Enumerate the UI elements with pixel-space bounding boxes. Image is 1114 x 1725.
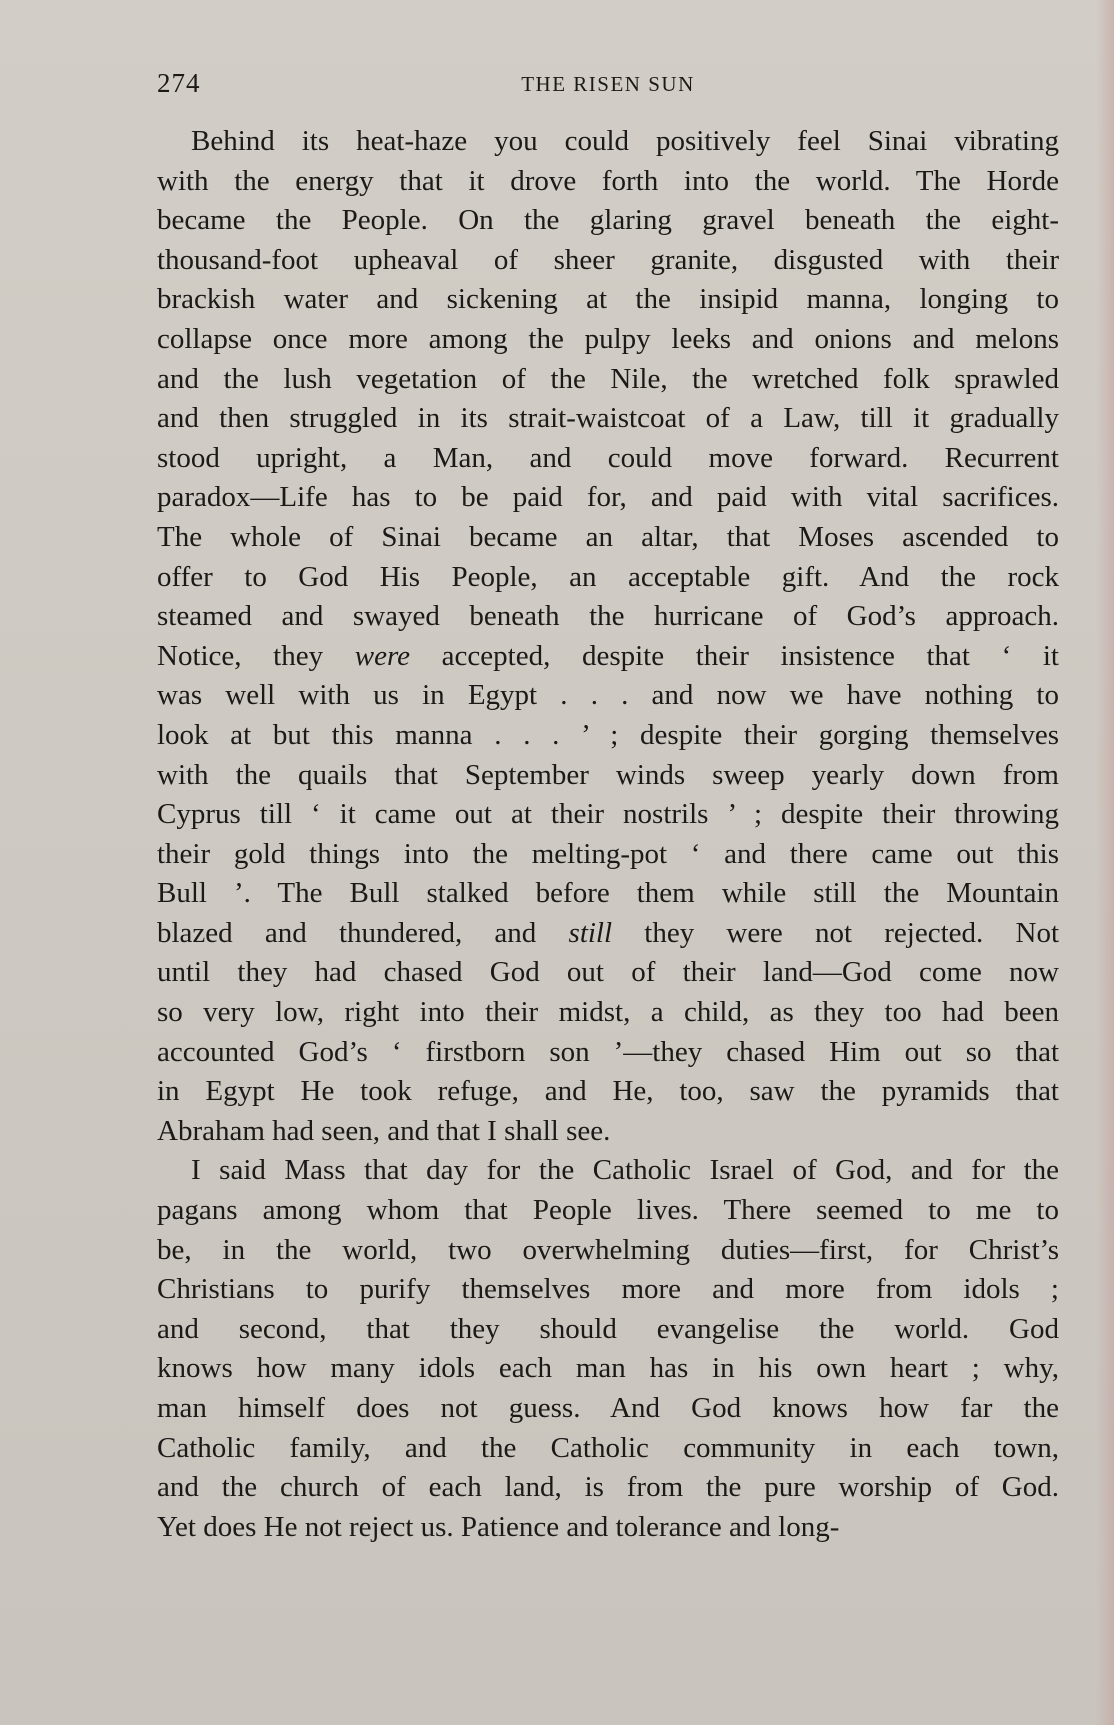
emphasis: still	[568, 916, 613, 949]
emphasis: were	[354, 639, 411, 672]
text-line: and then struggled in its strait-waistcoat of a Law, till it gradually	[157, 402, 1059, 435]
text-line: man himself does not guess. And God knows how far the	[157, 1392, 1059, 1424]
text-line: and second, that they should evangelise the world. God	[157, 1312, 1059, 1345]
paragraph-2	[157, 1151, 1059, 1547]
text-line: stood upright, a Man, and could move forward. Recurrent	[157, 441, 1059, 474]
text-line: blazed and thundered, and still they were not rejected. Not	[157, 916, 1060, 949]
page-number: 274	[157, 68, 201, 98]
text-line: collapse once more among the pulpy leeks and onions and melons	[157, 322, 1059, 355]
text-line: became the People. On the glaring gravel beneath the eight-	[157, 204, 1059, 237]
page-header	[157, 68, 1059, 102]
body-text	[157, 122, 1059, 1547]
text-line: Notice, they were accepted, despite their insistence that ‘ it	[157, 639, 1059, 672]
text-line: so very low, right into their midst, a child, as they too had been	[157, 996, 1059, 1029]
text-line: Abraham had seen, and that I shall see.	[157, 1114, 611, 1147]
text-line: and the lush vegetation of the Nile, the wretched folk sprawled	[157, 362, 1059, 395]
text-line: The whole of Sinai became an altar, that Moses ascended to	[157, 520, 1059, 553]
text-line: brackish water and sickening at the insipid manna, longing to	[157, 283, 1059, 316]
text-line: Yet does He not reject us. Patience and tolerance and long-	[157, 1510, 840, 1543]
text-line: look at but this manna . . . ’ ; despite their gorging themselves	[157, 718, 1059, 751]
text-line: with the energy that it drove forth into the world. The Horde	[157, 164, 1059, 197]
paragraph-1	[157, 122, 1059, 1151]
text-line: until they had chased God out of their land—God come now	[157, 956, 1059, 989]
text-line: paradox—Life has to be paid for, and paid with vital sacrifices.	[157, 481, 1059, 514]
text-line: Behind its heat-haze you could positively feel Sinai vibrating	[191, 125, 1059, 157]
text-line: Christians to purify themselves more and more from idols ;	[157, 1273, 1059, 1306]
text-line: steamed and swayed beneath the hurricane of God’s approach.	[157, 600, 1059, 633]
text-line: knows how many idols each man has in his own heart ; why,	[157, 1352, 1059, 1385]
text-line: with the quails that September winds sweep yearly down from	[157, 758, 1059, 791]
text-line: thousand-foot upheaval of sheer granite, disgusted with their	[157, 243, 1059, 276]
text-line: be, in the world, two overwhelming duties—first, for Christ’s	[157, 1233, 1059, 1266]
text-line: Catholic family, and the Catholic community in each town,	[157, 1431, 1059, 1464]
running-title: THE RISEN SUN	[521, 72, 695, 96]
text-line: pagans among whom that People lives. There seemed to me to	[157, 1194, 1059, 1227]
text-line: I said Mass that day for the Catholic Israel of God, and for the	[191, 1154, 1059, 1187]
text-line: accounted God’s ‘ firstborn son ’—they chased Him out so that	[157, 1035, 1059, 1068]
page-edge-shadow	[1096, 0, 1114, 1725]
text-line: their gold things into the melting-pot ‘ and there came out this	[157, 837, 1059, 870]
text-line: Bull ’. The Bull stalked before them while still the Mountain	[157, 877, 1059, 910]
text-line: was well with us in Egypt . . . and now we have nothing to	[157, 679, 1059, 712]
text-line: in Egypt He took refuge, and He, too, saw the pyramids that	[157, 1075, 1059, 1108]
text-line: Cyprus till ‘ it came out at their nostrils ’ ; despite their throwing	[157, 798, 1059, 831]
text-line: and the church of each land, is from the pure worship of God.	[157, 1471, 1059, 1504]
text-line: offer to God His People, an acceptable gift. And the rock	[157, 560, 1059, 593]
